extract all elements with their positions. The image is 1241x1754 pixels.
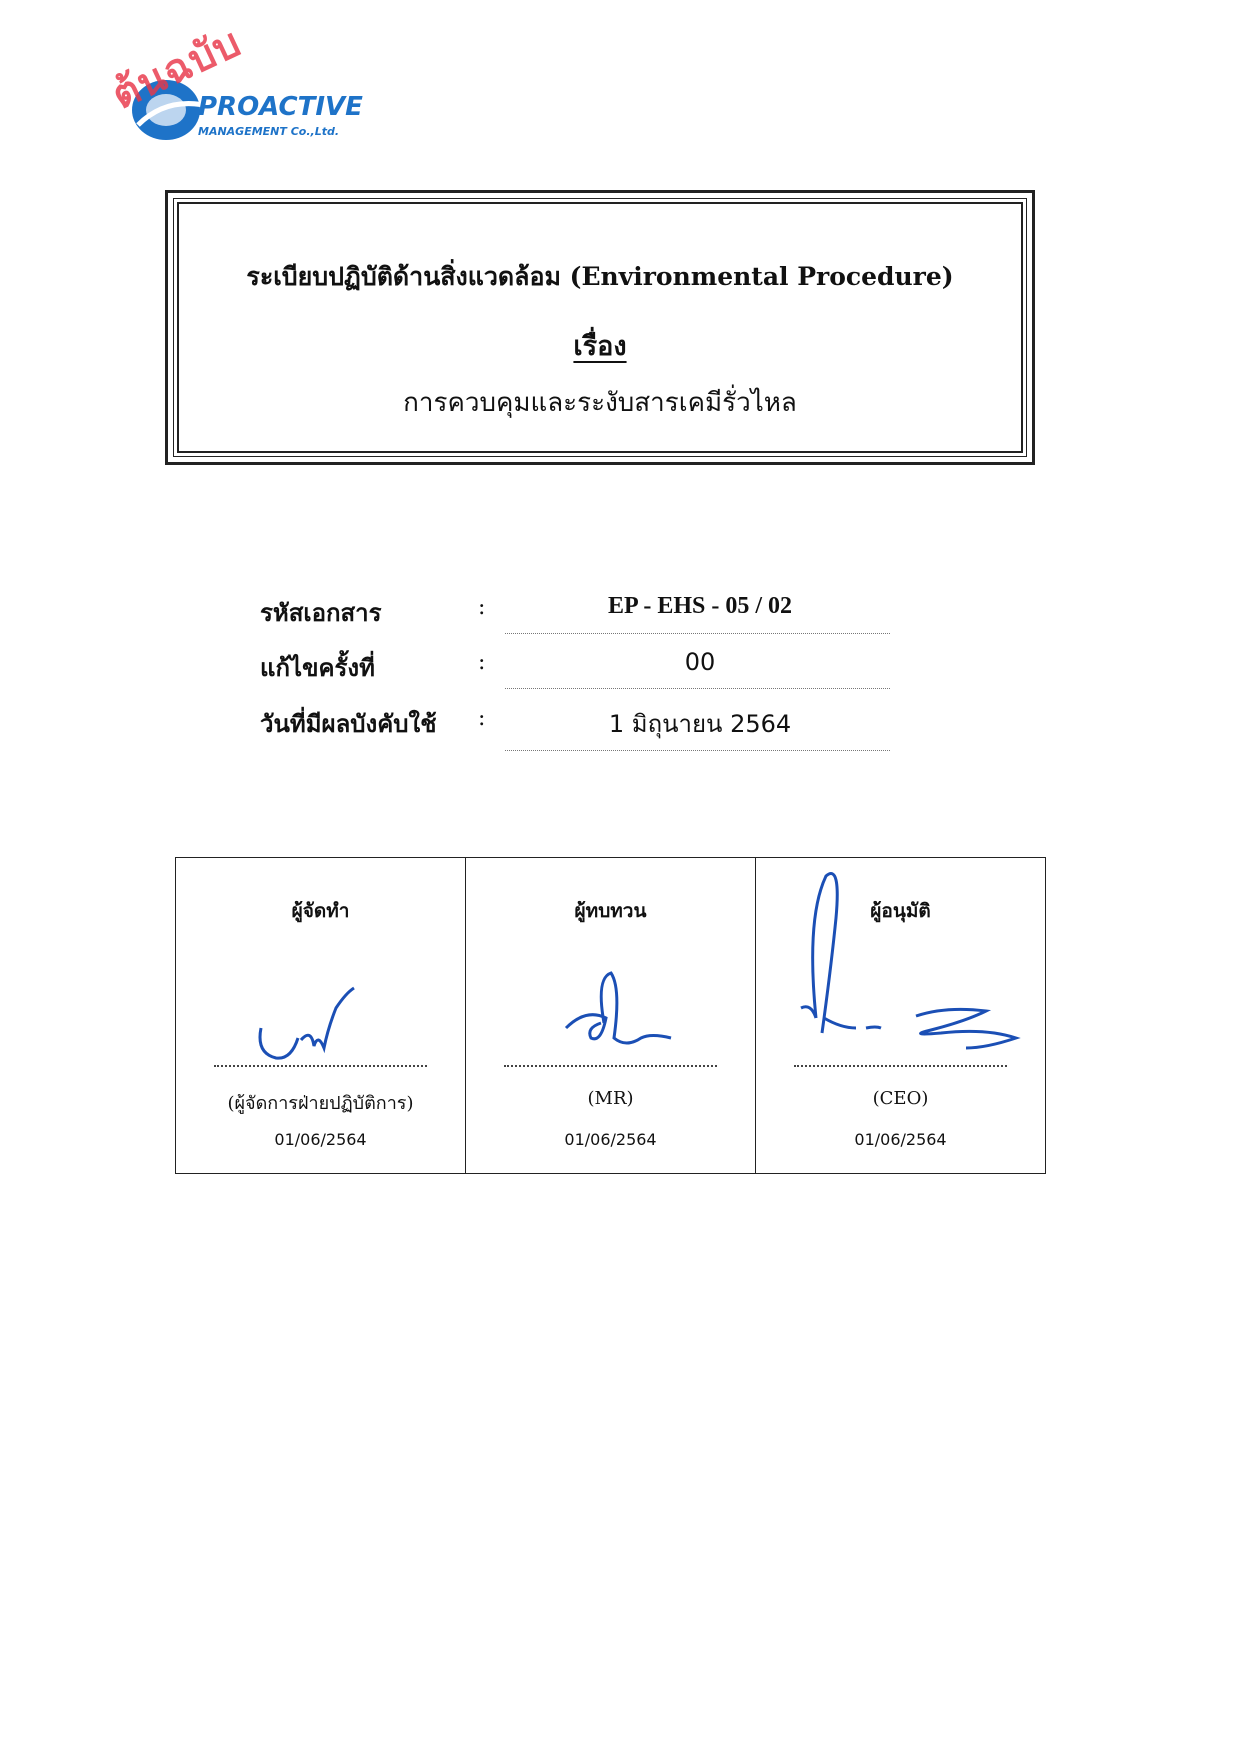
- title-box: [165, 190, 1035, 465]
- info-row-revision: [260, 648, 900, 698]
- reviewer-role: (MR): [587, 1088, 634, 1109]
- separator: :: [478, 650, 486, 675]
- preparer-role: (ผู้จัดการฝ่ายปฏิบัติการ): [227, 1093, 414, 1114]
- effective-date-label: วันที่มีผลบังคับใช้: [260, 710, 437, 738]
- approver-date: 01/06/2564: [854, 1130, 947, 1149]
- approval-cell-preparer: [176, 858, 466, 1173]
- approval-table: [175, 857, 1046, 1174]
- effective-date-value: 1 มิถุนายน 2564: [608, 710, 792, 738]
- approver-role: (CEO): [872, 1088, 929, 1109]
- logo-line1: PROACTIVE: [198, 92, 363, 122]
- subject-text: การควบคุมและระงับสารเคมีรั่วไหล: [403, 388, 797, 418]
- approver-title: ผู้อนุมัติ: [870, 900, 931, 922]
- reviewer-date: 01/06/2564: [564, 1130, 657, 1149]
- info-row-effective-date: [260, 704, 900, 754]
- doc-code-label: รหัสเอกสาร: [260, 599, 382, 627]
- doc-code-value: EP - EHS - 05 / 02: [607, 593, 793, 619]
- approval-cell-approver: [756, 858, 1045, 1173]
- logo-line2: MANAGEMENT Co.,Ltd.: [198, 125, 340, 138]
- reviewer-signature: [466, 858, 756, 1068]
- separator: :: [478, 595, 486, 620]
- preparer-date: 01/06/2564: [274, 1130, 367, 1149]
- subject-label: เรื่อง: [573, 331, 627, 362]
- preparer-signature: [176, 858, 466, 1068]
- revision-label: แก้ไขครั้งที่: [260, 654, 375, 682]
- revision-value: 00: [684, 648, 716, 676]
- procedure-title: ระเบียบปฏิบัติด้านสิ่งแวดล้อม (Environmental Procedure): [246, 262, 954, 291]
- reviewer-title: ผู้ทบทวน: [574, 900, 647, 922]
- approval-cell-reviewer: [466, 858, 756, 1173]
- separator: :: [478, 706, 486, 731]
- approver-signature: [756, 858, 1046, 1068]
- info-row-doc-code: [260, 593, 900, 643]
- preparer-title: ผู้จัดทำ: [291, 900, 350, 922]
- original-stamp: ต้นฉบับ: [105, 19, 249, 119]
